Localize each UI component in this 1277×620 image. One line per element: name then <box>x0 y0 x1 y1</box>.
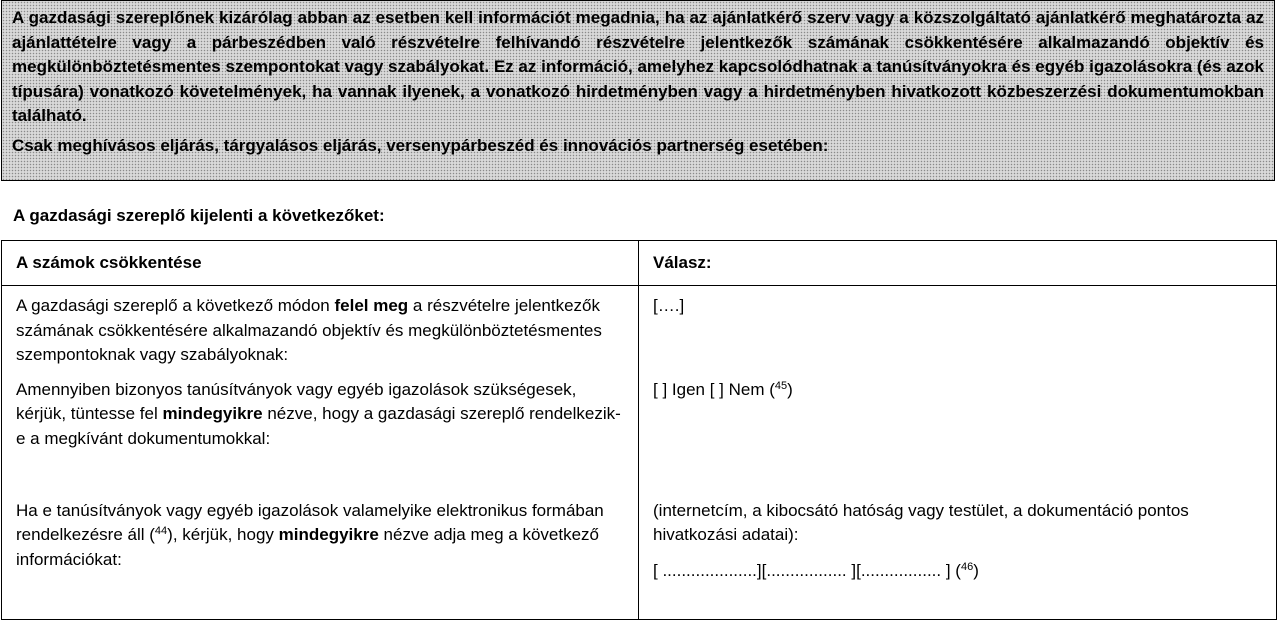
row1-answer: [….] <box>639 286 1277 374</box>
header-reduction-of-numbers: A számok csökkentése <box>2 241 639 286</box>
row2-answer-close: ) <box>787 379 793 399</box>
row3-emphasis: mindegyikre <box>278 525 379 544</box>
row1-text-a: A gazdasági szereplő a következő módon <box>16 296 335 315</box>
reduction-table <box>1 240 1277 620</box>
row3-text-c: nézve adja meg a következő információkat: <box>16 525 599 569</box>
row1-question <box>2 286 639 374</box>
row3-text-b: ), kérjük, hogy <box>167 525 279 544</box>
row3-answer-fields <box>653 559 1266 584</box>
row3-question <box>2 494 639 620</box>
declares-heading: A gazdasági szereplő kijelenti a következőket: <box>13 206 385 225</box>
row2-emphasis: mindegyikre <box>162 404 263 423</box>
row3-answer <box>639 494 1277 620</box>
footnote-ref-44: 44 <box>154 525 168 537</box>
footnote-ref-46: 46 <box>960 560 974 573</box>
table-row <box>2 374 1277 494</box>
procedure-note: Csak meghívásos eljárás, tárgyalásos eljárás, versenypárbeszéd és innovációs partnerség esetében: <box>12 135 829 155</box>
row2-text-a: Amennyiben bizonyos tanúsítványok vagy egyéb igazolások szükségesek, kérjük, tüntesse fel <box>16 379 577 423</box>
info-paragraph: A gazdasági szereplőnek kizárólag abban az esetben kell információt megadnia, ha az ajánlatkérő szerv vagy a közszolgáltató ajánlatkérő meghatározta az ajánlattételre vagy a párbeszédben való részvételre felhívandó részvételre jelentkezők számának csökkentésére alkalmazandó objektív és megkülönböztetésmentes szempontokat vagy szabályokat. Ez az információ, amelyhez kapcsolódhatnak a tanúsítványokra és egyéb igazolásokra (és azok típusára) vonatkozó követelmények, ha vannak ilyenek, a vonatkozó hirdetményben vagy a hirdetményben hivatkozott közbeszerzési dokumentumokban található. <box>12 8 1264 125</box>
header-answer: Válasz: <box>639 241 1277 286</box>
info-box <box>1 0 1275 181</box>
row3-fields-close: ) <box>973 560 979 580</box>
row1-emphasis: felel meg <box>334 296 409 315</box>
yes-no-options: [ ] Igen [ ] Nem ( <box>653 379 775 399</box>
row1-text-b: a részvételre jelentkezők számának csökkentésére alkalmazandó objektív és megkülönböztetésmentes szempontoknak vagy szabályoknak: <box>16 296 602 364</box>
row3-text-a: Ha e tanúsítványok vagy egyéb igazolások valamelyike elektronikus formában rendelkezésre áll ( <box>16 500 604 544</box>
footnote-ref-45: 45 <box>774 379 788 392</box>
table-header-row <box>2 241 1277 286</box>
row2-text-b: nézve, hogy a gazdasági szereplő rendelkezik-e a megkívánt dokumentumokkal: <box>16 404 621 448</box>
row3-answer-instructions: (internetcím, a kibocsátó hatóság vagy testület, a dokumentáció pontos hivatkozási adatai): <box>653 500 1189 544</box>
row3-fields-text: [ ....................][................. ][................. ] ( <box>653 560 961 580</box>
row2-question <box>2 374 639 494</box>
table-row <box>2 286 1277 374</box>
row2-answer <box>639 374 1277 494</box>
table-row <box>2 494 1277 620</box>
